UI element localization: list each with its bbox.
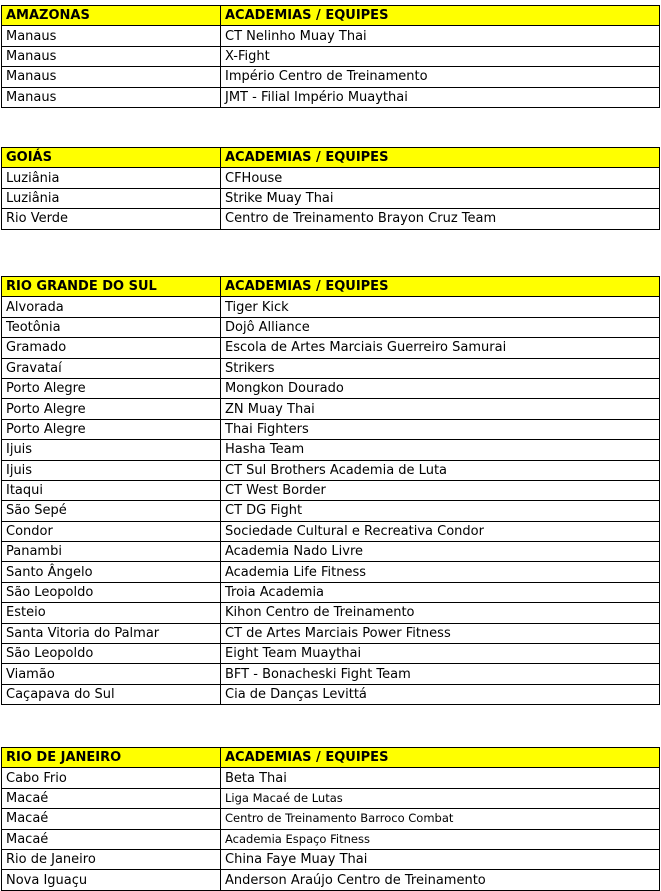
table-row [2, 501, 660, 521]
academy-cell: CT Sul Brothers Academia de Luta [221, 460, 660, 480]
table-header-row [2, 6, 660, 26]
city-cell: Porto Alegre [2, 378, 221, 398]
city-cell: Porto Alegre [2, 419, 221, 439]
table-row [2, 664, 660, 684]
academy-cell: Hasha Team [221, 440, 660, 460]
city-cell: Manaus [2, 87, 221, 107]
academy-cell: Centro de Treinamento Barroco Combat [221, 809, 660, 829]
table-row [2, 168, 660, 188]
table-row [2, 644, 660, 664]
academies-header: ACADEMIAS / EQUIPES [221, 148, 660, 168]
table-row [2, 809, 660, 829]
table-row [2, 188, 660, 208]
academy-cell: CT DG Fight [221, 501, 660, 521]
academies-header: ACADEMIAS / EQUIPES [221, 277, 660, 297]
state-header: AMAZONAS [2, 6, 221, 26]
table-row [2, 297, 660, 317]
table-header-row [2, 748, 660, 768]
table-row [2, 480, 660, 500]
table-row [2, 788, 660, 808]
city-cell: Panambi [2, 542, 221, 562]
city-cell: São Leopoldo [2, 582, 221, 602]
city-cell: Ijuis [2, 460, 221, 480]
city-cell: Manaus [2, 46, 221, 66]
table-row [2, 623, 660, 643]
table-goias [1, 147, 660, 230]
academy-cell: Eight Team Muaythai [221, 644, 660, 664]
city-cell: São Leopoldo [2, 644, 221, 664]
city-cell: São Sepé [2, 501, 221, 521]
city-cell: Santa Vitoria do Palmar [2, 623, 221, 643]
table-row [2, 399, 660, 419]
academy-cell: Troia Academia [221, 582, 660, 602]
table-row [2, 521, 660, 541]
academy-cell: Centro de Treinamento Brayon Cruz Team [221, 209, 660, 229]
academy-cell: ZN Muay Thai [221, 399, 660, 419]
city-cell: Macaé [2, 829, 221, 849]
academy-cell: Liga Macaé de Lutas [221, 788, 660, 808]
state-header: RIO GRANDE DO SUL [2, 277, 221, 297]
city-cell: Santo Ângelo [2, 562, 221, 582]
city-cell: Nova Iguaçu [2, 870, 221, 890]
table-row [2, 849, 660, 869]
academy-cell: X-Fight [221, 46, 660, 66]
state-header: RIO DE JANEIRO [2, 748, 221, 768]
city-cell: Ijuis [2, 440, 221, 460]
city-cell: Macaé [2, 809, 221, 829]
table-row [2, 46, 660, 66]
table-row [2, 67, 660, 87]
academies-header: ACADEMIAS / EQUIPES [221, 748, 660, 768]
academy-cell: CFHouse [221, 168, 660, 188]
table-row [2, 338, 660, 358]
table-header-row [2, 148, 660, 168]
city-cell: Caçapava do Sul [2, 684, 221, 704]
academy-cell: Anderson Araújo Centro de Treinamento [221, 870, 660, 890]
academy-cell: Academia Life Fitness [221, 562, 660, 582]
academy-cell: Academia Nado Livre [221, 542, 660, 562]
table-row [2, 317, 660, 337]
state-header: GOIÁS [2, 148, 221, 168]
table-row [2, 26, 660, 46]
city-cell: Rio de Janeiro [2, 849, 221, 869]
table-header-row [2, 277, 660, 297]
table-row [2, 209, 660, 229]
city-cell: Teotônia [2, 317, 221, 337]
academy-cell: Academia Espaço Fitness [221, 829, 660, 849]
table-row [2, 603, 660, 623]
academy-cell: Strike Muay Thai [221, 188, 660, 208]
table-row [2, 562, 660, 582]
academy-cell: Sociedade Cultural e Recreativa Condor [221, 521, 660, 541]
academy-cell: CT de Artes Marciais Power Fitness [221, 623, 660, 643]
table-row [2, 542, 660, 562]
table-row [2, 419, 660, 439]
academies-header: ACADEMIAS / EQUIPES [221, 6, 660, 26]
city-cell: Condor [2, 521, 221, 541]
academy-cell: Strikers [221, 358, 660, 378]
academy-cell: China Faye Muay Thai [221, 849, 660, 869]
city-cell: Luziânia [2, 188, 221, 208]
city-cell: Manaus [2, 26, 221, 46]
academy-cell: Dojô Alliance [221, 317, 660, 337]
academy-cell: Escola de Artes Marciais Guerreiro Samurai [221, 338, 660, 358]
table-amazonas [1, 5, 660, 108]
academy-cell: Beta Thai [221, 768, 660, 788]
academy-cell: CT West Border [221, 480, 660, 500]
academy-cell: BFT - Bonacheski Fight Team [221, 664, 660, 684]
academy-cell: JMT - Filial Império Muaythai [221, 87, 660, 107]
table-row [2, 684, 660, 704]
city-cell: Cabo Frio [2, 768, 221, 788]
table-rio-grande-do-sul [1, 276, 660, 705]
academy-cell: CT Nelinho Muay Thai [221, 26, 660, 46]
academy-cell: Cia de Danças Levittá [221, 684, 660, 704]
academy-cell: Thai Fighters [221, 419, 660, 439]
table-row [2, 87, 660, 107]
table-row [2, 378, 660, 398]
table-row [2, 870, 660, 890]
city-cell: Porto Alegre [2, 399, 221, 419]
city-cell: Macaé [2, 788, 221, 808]
table-row [2, 358, 660, 378]
table-row [2, 768, 660, 788]
table-row [2, 829, 660, 849]
city-cell: Gravataí [2, 358, 221, 378]
city-cell: Manaus [2, 67, 221, 87]
city-cell: Alvorada [2, 297, 221, 317]
city-cell: Esteio [2, 603, 221, 623]
table-rio-de-janeiro [1, 747, 660, 891]
academy-cell: Kihon Centro de Treinamento [221, 603, 660, 623]
table-row [2, 440, 660, 460]
city-cell: Viamão [2, 664, 221, 684]
city-cell: Rio Verde [2, 209, 221, 229]
city-cell: Itaqui [2, 480, 221, 500]
table-row [2, 582, 660, 602]
table-row [2, 460, 660, 480]
academy-cell: Império Centro de Treinamento [221, 67, 660, 87]
academy-cell: Tiger Kick [221, 297, 660, 317]
city-cell: Gramado [2, 338, 221, 358]
city-cell: Luziânia [2, 168, 221, 188]
academy-cell: Mongkon Dourado [221, 378, 660, 398]
